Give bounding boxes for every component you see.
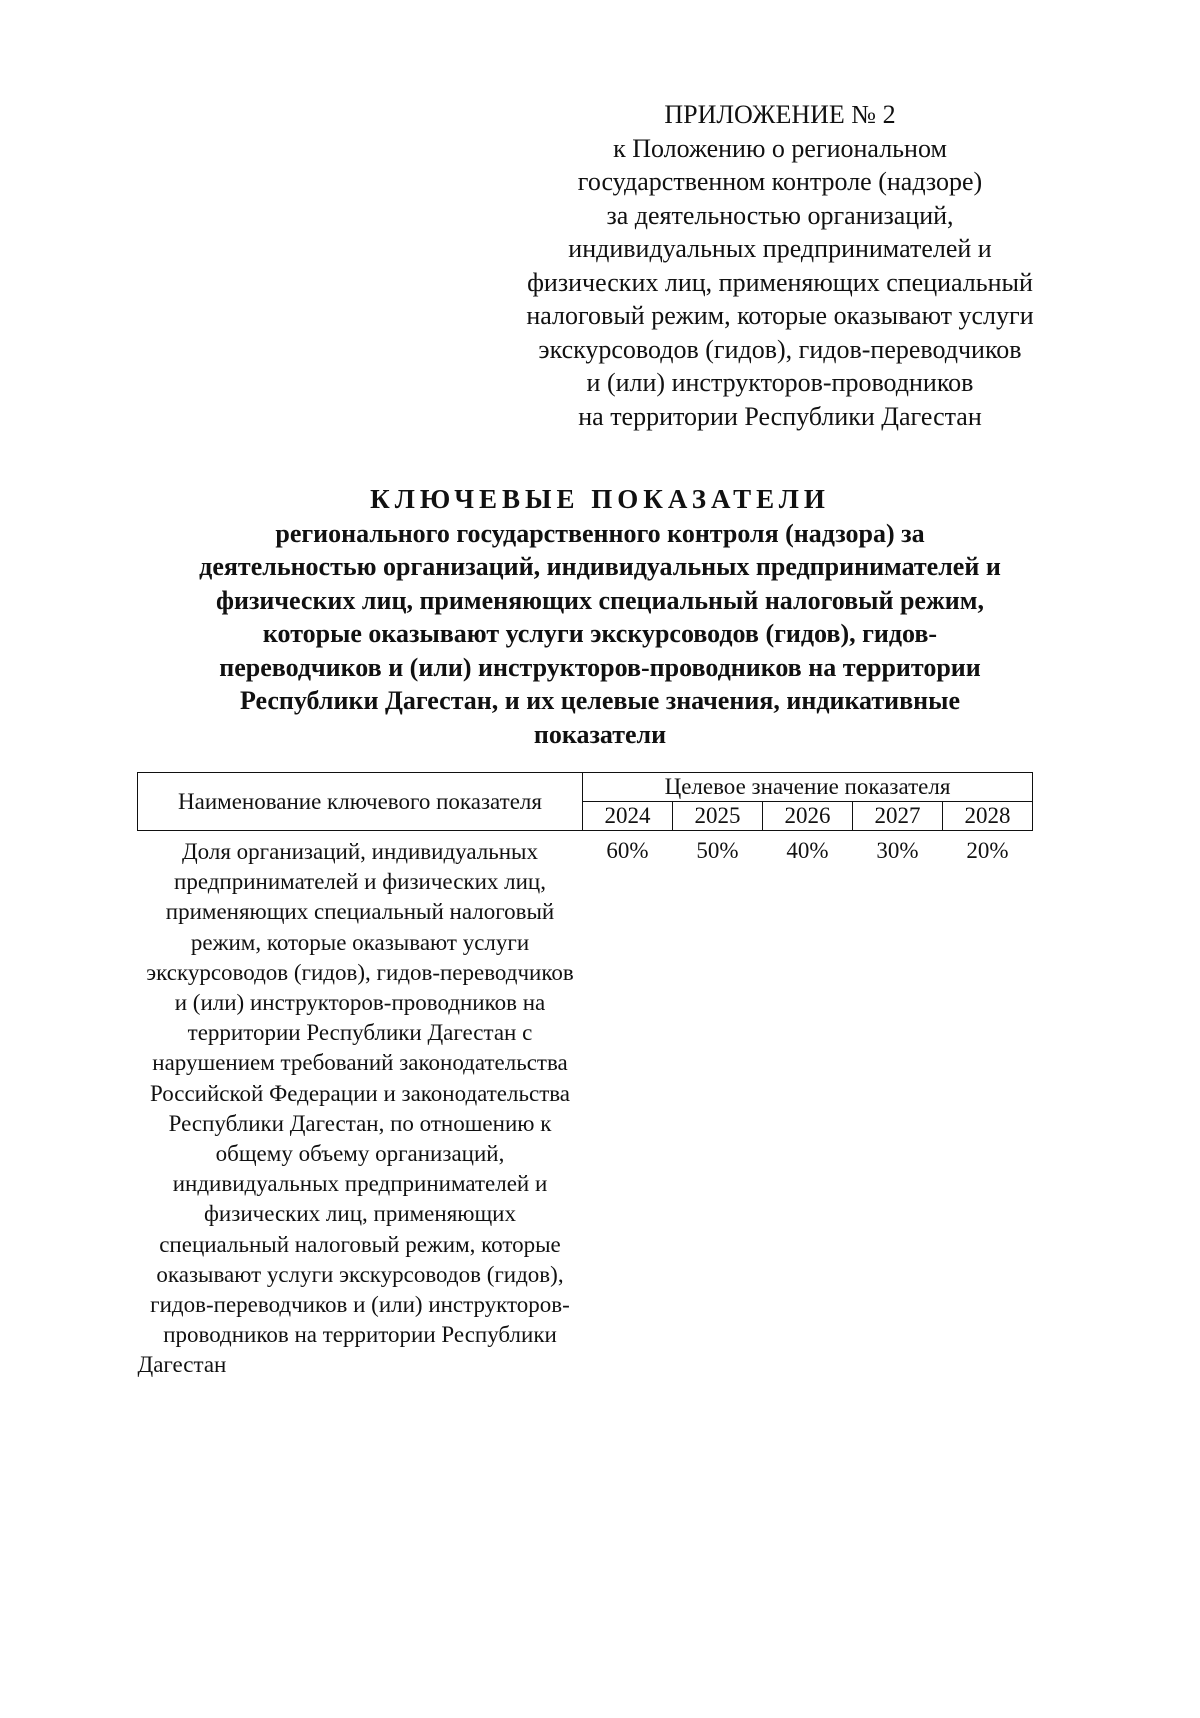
heading-line: переводчиков и (или) инструкторов-проводников на территории bbox=[219, 652, 981, 682]
document-heading bbox=[120, 483, 1080, 751]
heading-line: деятельностью организаций, индивидуальных предпринимателей и bbox=[199, 552, 1001, 581]
appendix-line: физических лиц, применяющих специальный bbox=[527, 267, 1033, 297]
appendix-line: экскурсоводов (гидов), гидов-переводчиков bbox=[538, 334, 1022, 364]
value-cell: 30% bbox=[876, 838, 919, 863]
appendix-line: к Положению о региональном bbox=[613, 133, 947, 163]
header-year: 2027 bbox=[853, 802, 943, 831]
kpi-table bbox=[137, 772, 1033, 1381]
heading-title: КЛЮЧЕВЫЕ ПОКАЗАТЕЛИ bbox=[370, 484, 830, 514]
table-row bbox=[138, 831, 1033, 1381]
value-cell: 40% bbox=[786, 838, 829, 863]
header-year: 2025 bbox=[673, 802, 763, 831]
value-cell: 50% bbox=[696, 838, 739, 863]
appendix-line: государственном контроле (надзоре) bbox=[577, 167, 983, 196]
heading-line: которые оказывают услуги экскурсоводов (гидов), гидов- bbox=[262, 619, 938, 648]
heading-line: регионального государственного контроля (надзора) за bbox=[275, 518, 925, 548]
indicator-name-cell: Доля организаций, индивидуальных предпринимателей и физических лиц, применяющих специальный налоговый режим, которые оказывают услуги экскурсоводов (гидов), гидов-переводчиков и (или) инструкторов-проводников на территории Республики Дагестан с нарушением требований законодательства Российской Федерации и законодательства Республики Дагестан, по отношению к общему объему организаций, индивидуальных предпринимателей и физических лиц, применяющих специальный налоговый режим, которые оказывают услуги экскурсоводов (гидов), гидов-переводчиков и (или) инструкторов-проводников на территории Республики Дагестан bbox=[137, 839, 574, 1378]
table-header-row bbox=[138, 773, 1033, 802]
heading-line: физических лиц, применяющих специальный налоговый режим, bbox=[215, 585, 984, 615]
appendix-line: и (или) инструкторов-проводников bbox=[586, 368, 974, 397]
header-target-value: Целевое значение показателя bbox=[583, 773, 1033, 802]
value-cell: 20% bbox=[966, 838, 1009, 863]
header-indicator-name: Наименование ключевого показателя bbox=[138, 773, 583, 831]
value-cell: 60% bbox=[606, 838, 649, 863]
heading-line: Республики Дагестан, и их целевые значения, индикативные bbox=[239, 686, 960, 715]
appendix-line: на территории Республики Дагестан bbox=[578, 401, 982, 431]
heading-line: показатели bbox=[533, 719, 667, 749]
header-year: 2024 bbox=[583, 802, 673, 831]
header-year: 2026 bbox=[763, 802, 853, 831]
appendix-line: индивидуальных предпринимателей и bbox=[568, 234, 992, 263]
appendix-line: налоговый режим, которые оказывают услуги bbox=[526, 301, 1034, 330]
appendix-line: за деятельностью организаций, bbox=[606, 200, 954, 230]
header-year: 2028 bbox=[943, 802, 1033, 831]
appendix-title: ПРИЛОЖЕНИЕ № 2 bbox=[664, 100, 896, 129]
appendix-block bbox=[490, 98, 1070, 433]
